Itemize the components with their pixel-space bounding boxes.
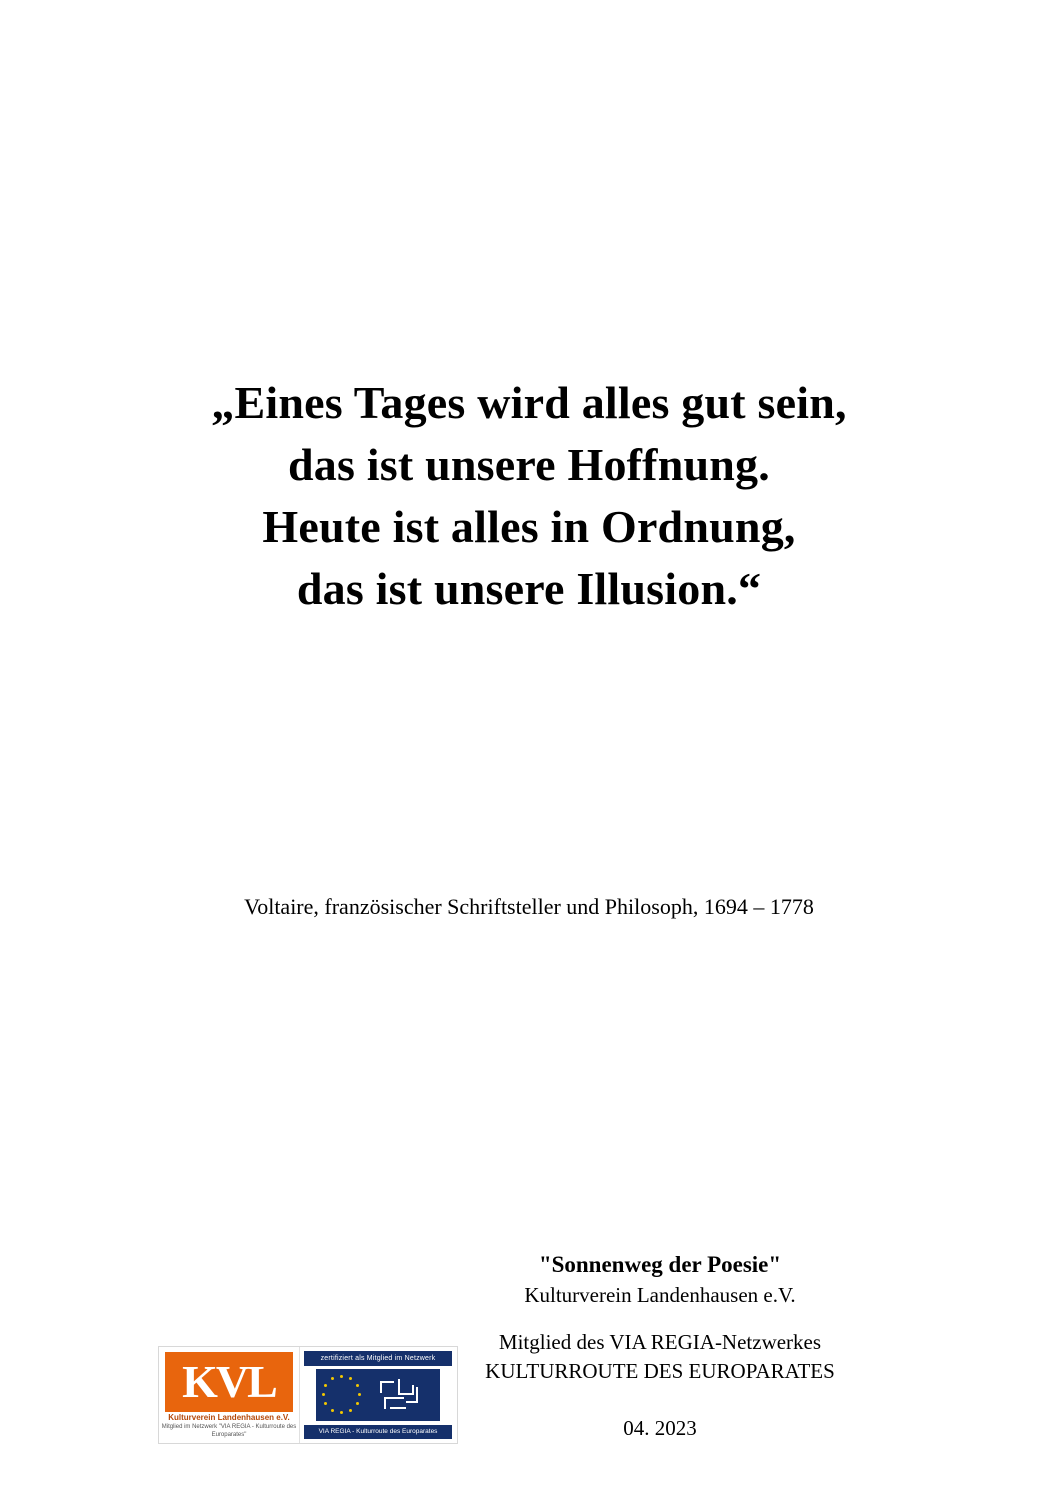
via-regia-logo: [300, 1347, 456, 1443]
quote-attribution: Voltaire, französischer Schriftsteller und Philosoph, 1694 – 1778: [244, 894, 814, 919]
logo-area: [158, 1346, 458, 1444]
kvl-subcaption: Mitglied im Netzwerk "VIA REGIA - Kulturroute des Europarates": [161, 1424, 297, 1438]
quote-line-2: das ist unsere Hoffnung.: [288, 439, 770, 490]
footer-text-block: [380, 1250, 940, 1442]
europe-stars-icon: [322, 1375, 362, 1415]
europe-flag-icon: [316, 1369, 440, 1421]
quote-line-1: „Eines Tages wird alles gut sein,: [211, 377, 847, 428]
footer-spacer: [380, 1310, 940, 1328]
via-regia-route-glyph-icon: [376, 1377, 430, 1413]
network-membership-line: Mitglied des VIA REGIA-Netzwerkes: [498, 1330, 822, 1354]
via-regia-top-bar: zertifiziert als Mitglied im Netzwerk: [304, 1351, 452, 1366]
quote-line-3: Heute ist alles in Ordnung,: [262, 501, 796, 552]
cultural-route-line: KULTURROUTE DES EUROPARATES: [485, 1359, 835, 1383]
quote-block: [0, 372, 1058, 620]
kvl-caption: Kulturverein Landenhausen e.V.: [168, 1413, 290, 1422]
organization-name: Kulturverein Landenhausen e.V.: [524, 1283, 796, 1307]
kvl-logo: [159, 1347, 300, 1443]
document-date: 04. 2023: [623, 1416, 697, 1440]
quote-line-4: das ist unsere Illusion.“: [296, 563, 762, 614]
via-regia-bottom-bar: VIA REGIA - Kulturroute des Europarates: [304, 1425, 452, 1439]
kvl-letters: KVL: [182, 1356, 276, 1407]
project-title: "Sonnenweg der Poesie": [538, 1252, 782, 1277]
